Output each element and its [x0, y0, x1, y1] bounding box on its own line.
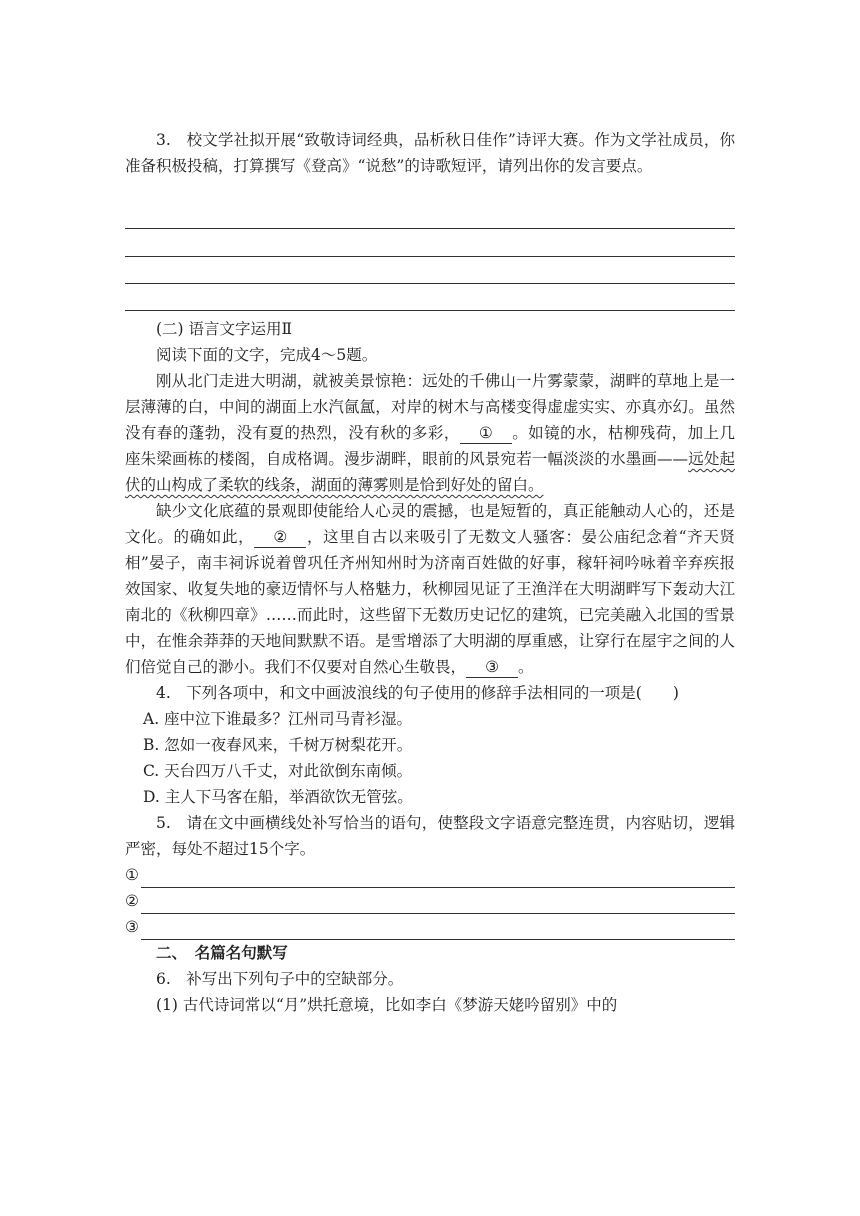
- answer-rule: [141, 921, 735, 940]
- question-3: [125, 127, 735, 179]
- question-4-option-c: C. 天台四万八千丈，对此欲倒东南倾。: [143, 762, 413, 780]
- wavy-underlined-sentence: 远处起伏的山构成了柔软的线条，湖面的薄雾则是恰到好处的留白。: [125, 450, 735, 494]
- passage-p2-text-c: 。: [518, 658, 534, 676]
- answer-label-3: ③: [125, 918, 139, 936]
- question-4-option-b: B. 忽如一夜春风来，千树万树梨花开。: [143, 736, 413, 754]
- answer-rule-1: [125, 228, 735, 229]
- question-4-option-a: A. 座中泣下谁最多？江州司马青衫湿。: [143, 710, 413, 728]
- question-4-option-d: D. 主人下马客在船，举酒欲饮无管弦。: [143, 788, 413, 806]
- passage-p2-text-b: ，这里自古以来吸引了无数文人骚客：晏公庙纪念着“齐天贤相”晏子，南丰祠诉说着曾巩任齐州知州时为济南百姓做的好事，稼轩祠吟咏着辛弃疾报效国家、收复失地的豪迈情怀与人格魅力，秋柳园见证了王渔洋在大明湖畔写下轰动大江南北的《秋柳四章》……而此时，这些留下无数历史记忆的建筑，已完美融入北国的雪景中，在惟余莽莽的天地间默默不语。是雪增添了大明湖的厚重感，让穿行在屋宇之间的人们倍觉自己的渺小。我们不仅要对自然心生敬畏，: [125, 528, 735, 676]
- blank-1: ①: [460, 423, 512, 444]
- answer-rule: [141, 895, 735, 914]
- section-2: [125, 316, 735, 1018]
- answer-rule-2: [125, 256, 735, 257]
- question-3-text: 3. 校文学社拟开展“致敬诗词经典，品析秋日佳作”诗评大赛。作为文学社成员，你准备积极投稿，打算撰写《登高》“说愁”的诗歌短评，请列出你的发言要点。: [125, 131, 735, 175]
- answer-label-1: ①: [125, 866, 139, 884]
- passage-paragraph-1: [125, 368, 735, 498]
- answer-line-3: [125, 914, 735, 940]
- passage-p1-text-b: 。如镜的水，枯柳残荷，加上几座朱梁画栋的楼阁，自成格调。漫步湖畔，眼前的风景宛若一幅淡淡的水墨画——: [125, 424, 735, 468]
- passage-p1-text: 刚从北门走进大明湖，就被美景惊艳：远处的千佛山一片雾蒙蒙，湖畔的草地上是一层薄薄的白，中间的湖面上水汽氤氲，对岸的树木与高楼变得虚虚实实、亦真亦幻。虽然没有春的蓬勃，没有夏的热烈，没有秋的多彩，: [125, 372, 735, 442]
- answer-line-1: [125, 862, 735, 888]
- question-6-stem: 6. 补写出下列句子中的空缺部分。: [156, 970, 404, 988]
- section-2-instruction: 阅读下面的文字，完成4～5题。: [156, 346, 378, 364]
- answer-rule-3: [125, 283, 735, 284]
- passage-paragraph-2: [125, 498, 735, 680]
- question-6-item-1: (1) 古代诗词常以“月”烘托意境，比如李白《梦游天姥吟留别》中的: [156, 996, 618, 1014]
- section-2-heading: (二) 语言文字运用Ⅱ: [156, 320, 293, 338]
- blank-2: ②: [254, 527, 306, 548]
- answer-line-2: [125, 888, 735, 914]
- question-5-stem: 5. 请在文中画横线处补写恰当的语句，使整段文字语意完整连贯，内容贴切，逻辑严密，每处不超过15个字。: [125, 814, 735, 858]
- section-3-heading: 二、 名篇名句默写: [156, 943, 288, 962]
- answer-rule: [141, 869, 735, 888]
- blank-3: ③: [466, 657, 518, 678]
- question-4-stem: 4. 下列各项中，和文中画波浪线的句子使用的修辞手法相同的一项是( ): [156, 684, 679, 702]
- passage-p2-text: 缺少文化底蕴的景观即使能给人心灵的震撼，也是短暂的，真正能触动人心的，还是文化。的确如此，: [125, 502, 735, 546]
- answer-label-2: ②: [125, 892, 139, 910]
- answer-rule-4: [125, 310, 735, 311]
